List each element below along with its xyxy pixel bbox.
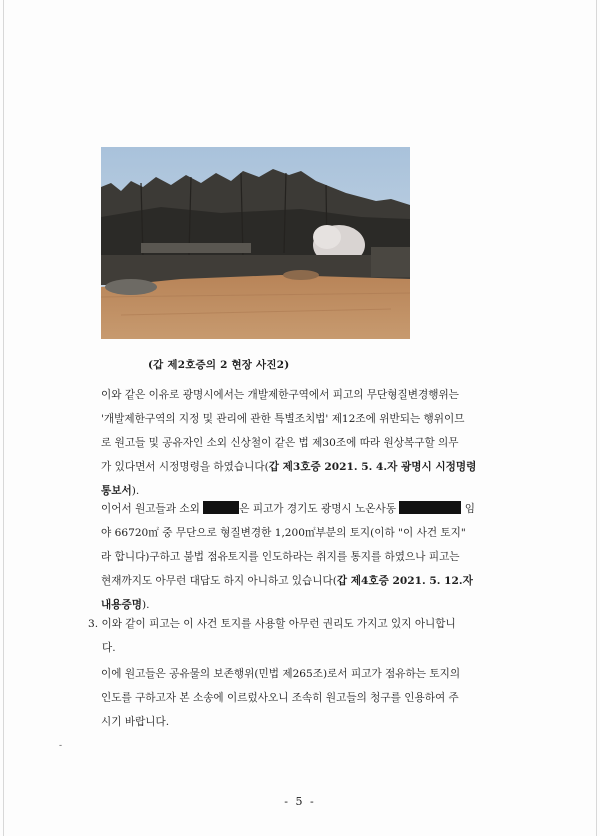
- evidence-reference: 통보서: [101, 485, 132, 497]
- text-line: 로 원고들 및 공유자인 소외 신상철이 같은 법 제30조에 따라 원상복구할 의무: [101, 437, 459, 449]
- paragraph-notice: [101, 497, 528, 617]
- text-line: 이와 같은 이유로 광명시에서는 개발제한구역에서 피고의 무단형질변경행위는: [101, 389, 459, 401]
- evidence-reference: 내용증명: [101, 599, 142, 611]
- redaction-bar: [203, 501, 239, 514]
- redaction-bar: [399, 501, 461, 514]
- text-segment: 현재까지도 아무런 대답도 하지 아니하고 있습니다(: [101, 575, 337, 587]
- text-line: [101, 569, 528, 593]
- text-segment: ).: [141, 599, 150, 611]
- text-line: [101, 455, 528, 479]
- paragraph-correction-order: [101, 383, 528, 503]
- text-line: [101, 497, 528, 521]
- paragraph-conclusion: [101, 662, 528, 734]
- evidence-reference: 갑 제4호증 2021. 5. 12.자: [336, 575, 473, 587]
- text-line: 이에 원고들은 공유물의 보존행위(민법 제265조)로서 피고가 점유하는 토지의: [101, 668, 461, 680]
- paragraph-no-right: [88, 612, 528, 660]
- text-line: 다.: [102, 642, 116, 654]
- evidence-reference: 갑 제3호증 2021. 5. 4.자 광명시 시정명령: [268, 461, 477, 473]
- photo-caption: (갑 제2호증의 2 현장 사진2): [148, 359, 290, 371]
- text-segment: 임: [464, 503, 475, 515]
- text-segment: ).: [131, 485, 140, 497]
- text-segment: 은 피고가 경기도 광명시 노온사동: [239, 503, 396, 515]
- text-line: 3. 이와 같이 피고는 이 사건 토지를 사용할 아무런 권리도 가지고 있지 아니합니: [88, 618, 456, 630]
- text-line: 야 66720㎡ 중 무단으로 형질변경한 1,200㎡부분의 토지(이하 "이 사건 토지": [101, 527, 466, 539]
- text-line: 라 합니다)구하고 불법 점유토지를 인도하라는 취지를 통지를 하였으나 피고는: [101, 551, 460, 563]
- page-edge-left: [3, 0, 4, 836]
- stray-mark: -: [59, 741, 63, 751]
- text-segment: 가 있다면서 시정명령을 하였습니다(: [101, 461, 269, 473]
- text-line: 인도를 구하고자 본 소송에 이르렀사오니 조속히 원고들의 청구를 인용하여 주: [101, 692, 459, 704]
- page-number: - 5 -: [284, 795, 316, 808]
- site-photo: [101, 147, 410, 339]
- text-line: 시기 바랍니다.: [101, 716, 170, 728]
- text-line: '개발제한구역의 지정 및 관리에 관한 특별조치법' 제12조에 위반되는 행위이므: [101, 413, 465, 425]
- page-edge-right: [596, 0, 597, 836]
- site-photo-image: [101, 147, 410, 339]
- text-segment: 이어서 원고들과 소외: [101, 503, 200, 515]
